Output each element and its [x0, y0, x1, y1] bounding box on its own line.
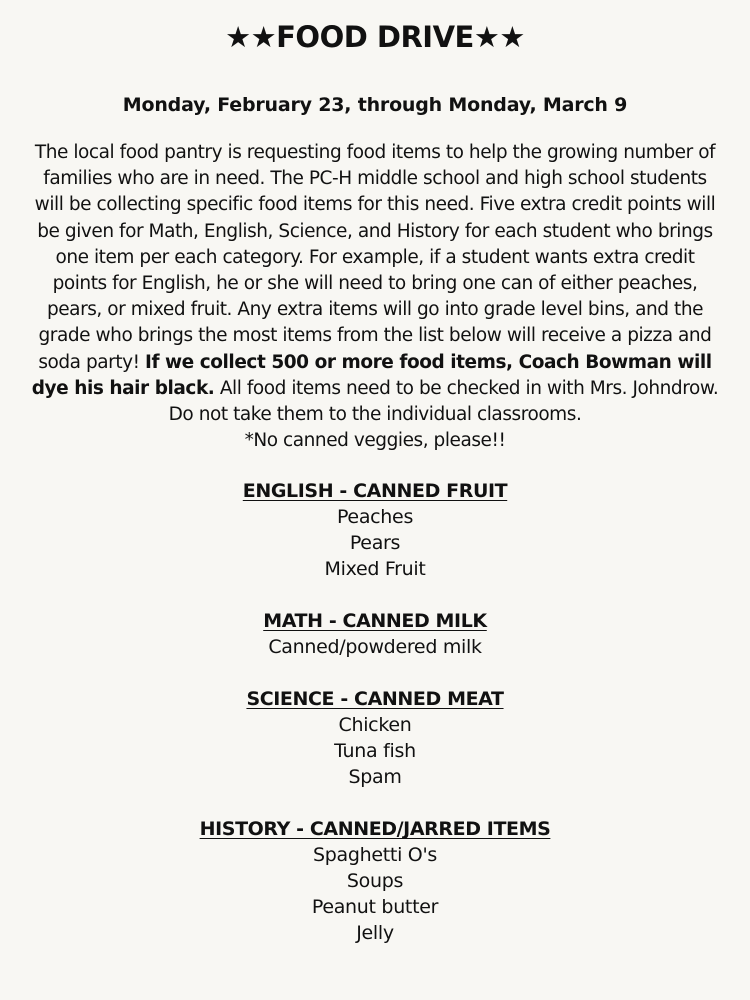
- category-math: [28, 608, 722, 660]
- no-veggies-note: *No canned veggies, please!!: [244, 430, 506, 452]
- list-item: Tuna fish: [334, 740, 416, 763]
- intro-paragraph: [28, 140, 722, 454]
- list-item: Peanut butter: [311, 896, 439, 919]
- list-item: Chicken: [338, 714, 412, 737]
- list-item: Soups: [346, 870, 404, 893]
- category-heading-math: MATH - CANNED MILK: [263, 610, 487, 633]
- list-item: Jelly: [356, 922, 394, 945]
- list-item: Spaghetti O's: [313, 844, 437, 867]
- list-item: Pears: [349, 532, 401, 555]
- intro-text-part2: All food items need to be checked in with Mrs. Johndrow. Do not take them to the individual classrooms.: [168, 377, 719, 426]
- list-item: Canned/powdered milk: [268, 636, 482, 659]
- category-science: [28, 686, 722, 790]
- flyer-title: ★★FOOD DRIVE★★: [225, 20, 525, 54]
- category-heading-history: HISTORY - CANNED/JARRED ITEMS: [199, 818, 551, 841]
- category-heading-english: ENGLISH - CANNED FRUIT: [242, 480, 508, 503]
- list-item: Peaches: [336, 506, 414, 529]
- drive-dates: Monday, February 23, through Monday, March 9: [122, 94, 628, 116]
- list-item: Mixed Fruit: [324, 558, 426, 581]
- category-english: [28, 478, 722, 582]
- intro-bold-announcement: If we collect 500 or more food items, Coach Bowman will dye his hair black.: [31, 351, 712, 399]
- category-history: [28, 816, 722, 946]
- list-item: Spam: [348, 766, 402, 789]
- category-heading-science: SCIENCE - CANNED MEAT: [246, 688, 504, 711]
- intro-text-part1: The local food pantry is requesting food items to help the growing number of families who are in need. The PC-H middle school and high school students will be collecting specific food items for this need. Five extra credit points will be given for Math, English, Science, and History for each student who brings one item per each category. For example, if a student wants extra credit points for English, he or she will need to bring one can of either peaches, pears, or mixed fruit. Any extra items will go into grade level bins, and the grade who brings the most items from the list below will receive a pizza and soda party!: [34, 142, 716, 373]
